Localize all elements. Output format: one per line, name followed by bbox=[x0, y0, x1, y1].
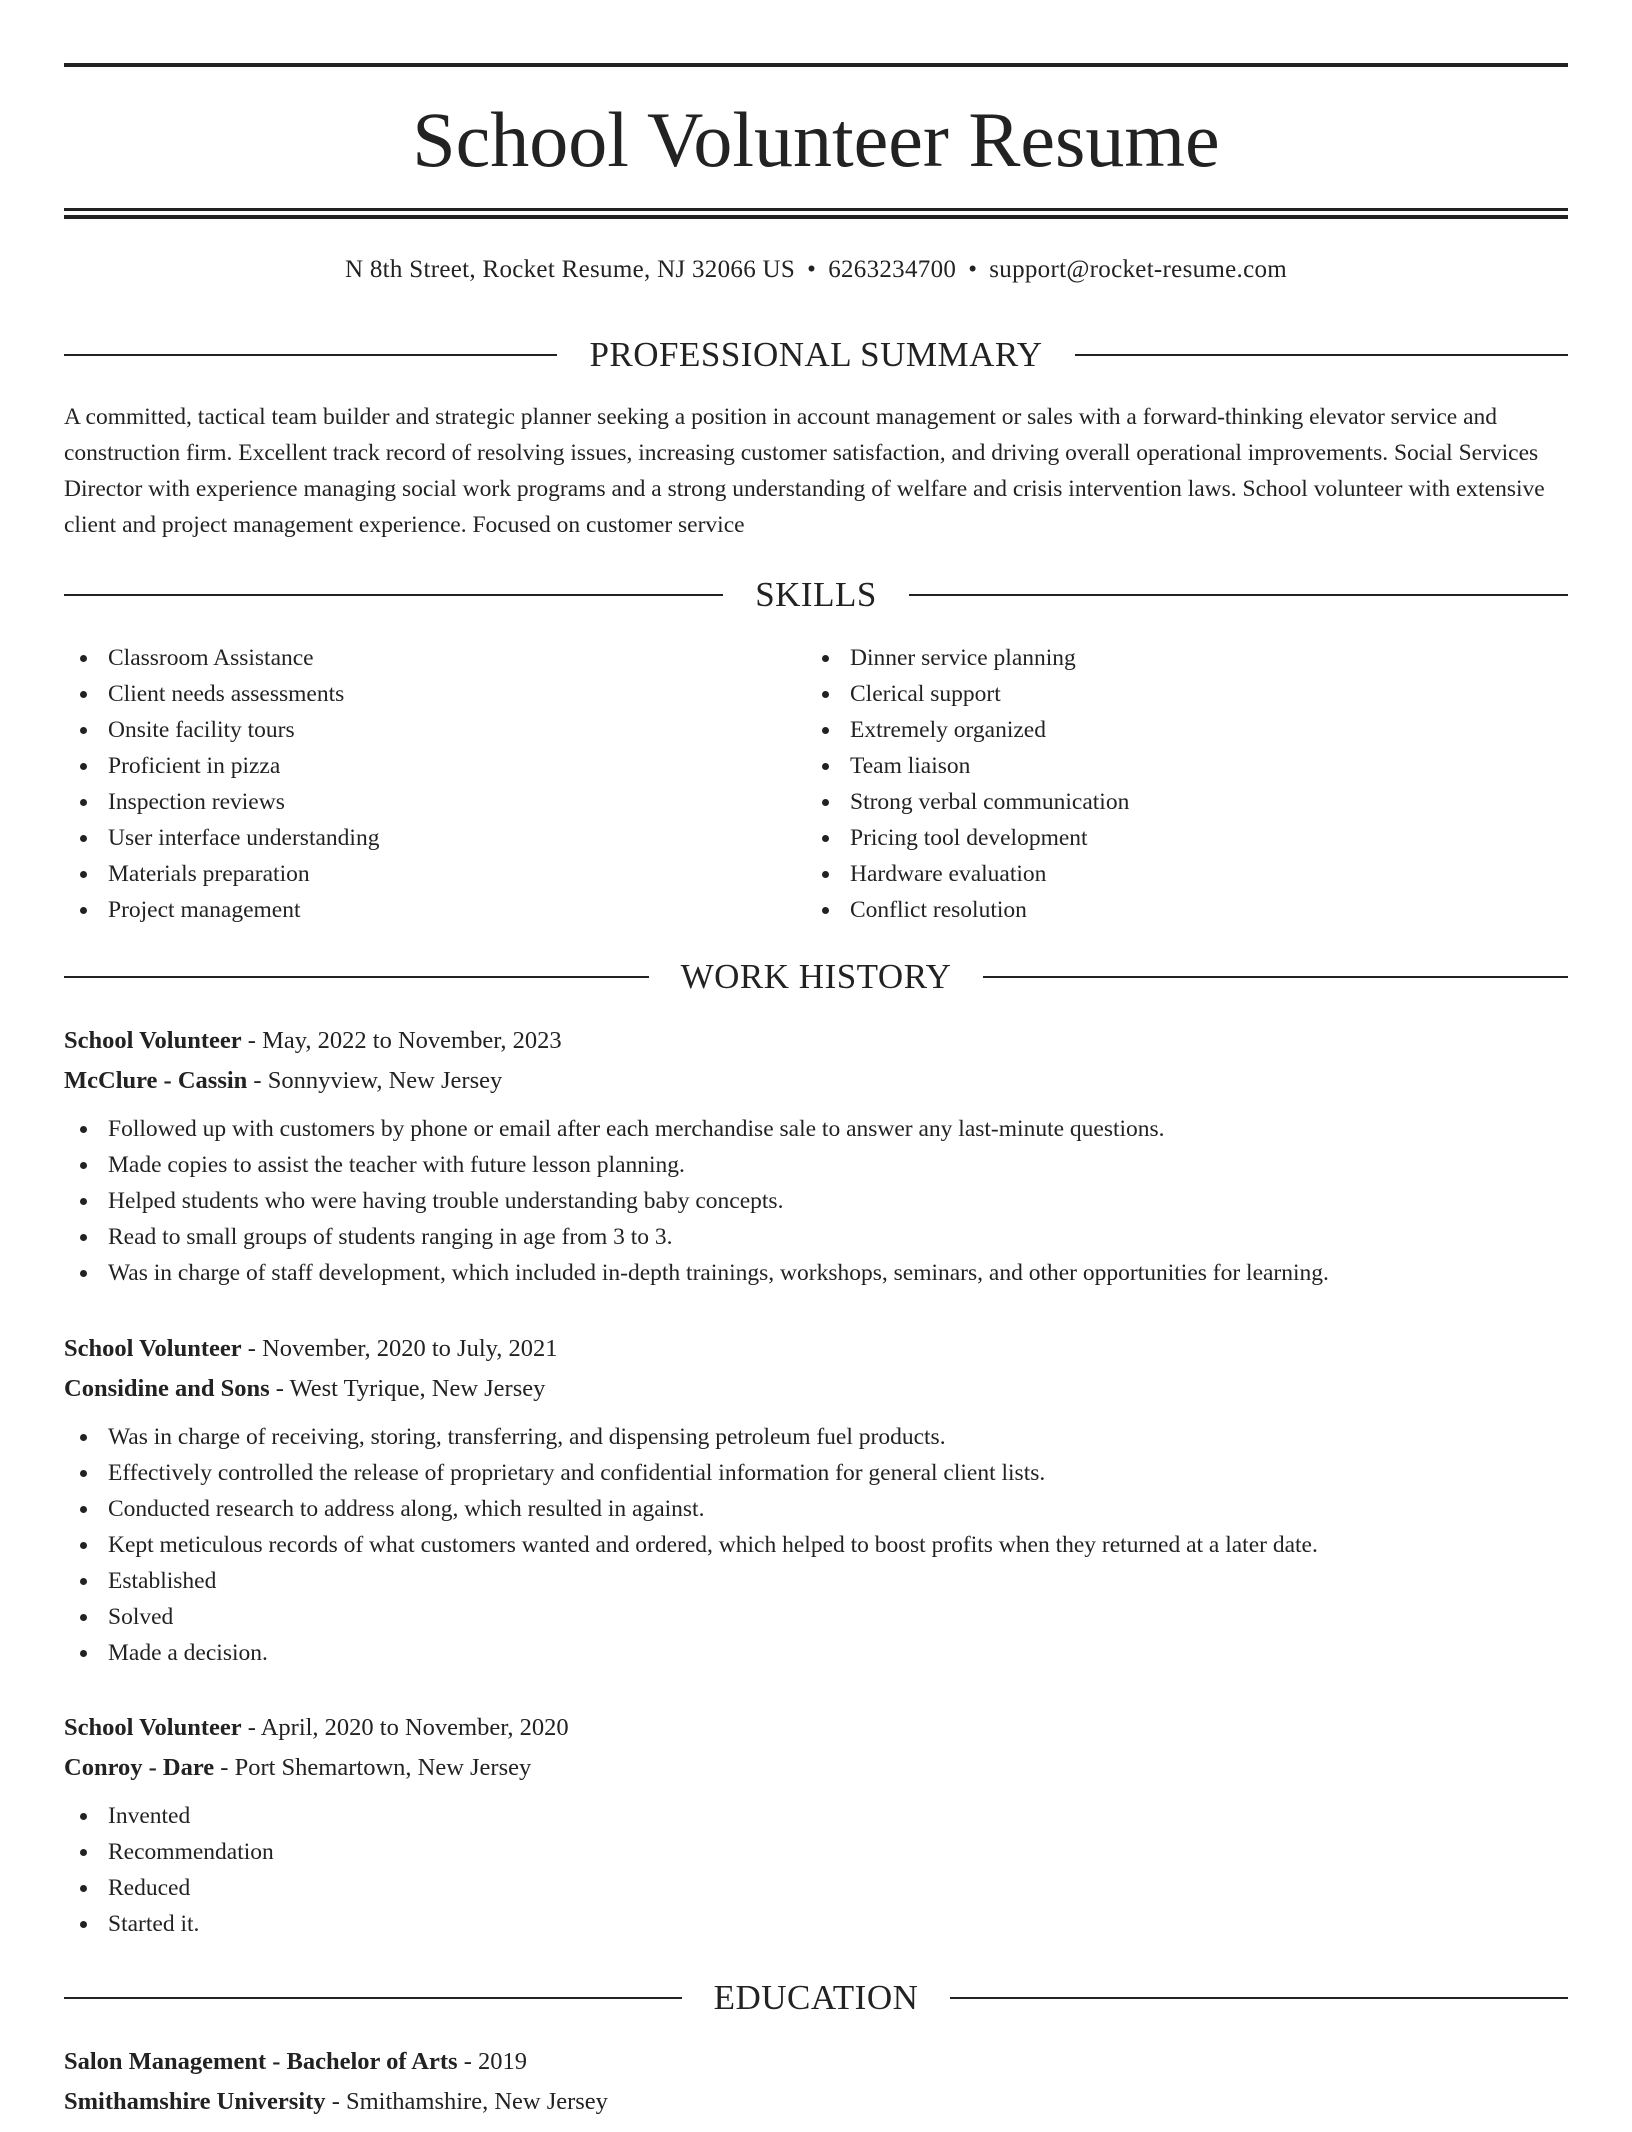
education-year: - 2019 bbox=[457, 2048, 527, 2075]
skills-list-right bbox=[806, 640, 1546, 928]
skill-item: User interface understanding bbox=[64, 820, 804, 856]
skill-item: Conflict resolution bbox=[806, 892, 1546, 928]
work-entry bbox=[64, 1708, 1568, 1942]
job-location: - Port Shemartown, New Jersey bbox=[214, 1754, 532, 1781]
skill-item: Pricing tool development bbox=[806, 820, 1546, 856]
job-bullet: Was in charge of receiving, storing, transferring, and dispensing petroleum fuel products. bbox=[64, 1419, 1568, 1455]
job-location: - West Tyrique, New Jersey bbox=[269, 1375, 546, 1402]
job-bullet: Conducted research to address along, which resulted in against. bbox=[64, 1491, 1568, 1527]
skill-item: Team liaison bbox=[806, 748, 1546, 784]
education-heading-label: EDUCATION bbox=[713, 1978, 919, 2017]
skill-item: Materials preparation bbox=[64, 856, 804, 892]
job-bullets bbox=[64, 1798, 1568, 1942]
contact-address: N 8th Street, Rocket Resume, NJ 32066 US bbox=[344, 256, 796, 283]
contact-phone: 6263234700 bbox=[828, 256, 957, 283]
summary-heading-label: PROFESSIONAL SUMMARY bbox=[589, 335, 1043, 374]
title-rule-lower bbox=[64, 215, 1568, 219]
job-company: McClure - Cassin bbox=[64, 1067, 248, 1094]
job-bullet: Effectively controlled the release of proprietary and confidential information for general client lists. bbox=[64, 1455, 1568, 1491]
heading-rule-left bbox=[64, 976, 649, 978]
skill-item: Onsite facility tours bbox=[64, 712, 804, 748]
job-bullet: Helped students who were having trouble understanding baby concepts. bbox=[64, 1183, 1568, 1219]
job-bullet: Kept meticulous records of what customers wanted and ordered, which helped to boost profits when they returned at a later date. bbox=[64, 1527, 1568, 1563]
heading-rule-right bbox=[983, 976, 1568, 978]
job-company: Considine and Sons bbox=[64, 1375, 270, 1402]
resume-title: School Volunteer Resume bbox=[412, 96, 1220, 183]
contact-separator: • bbox=[968, 256, 978, 283]
job-bullet: Reduced bbox=[64, 1870, 1568, 1906]
skill-item: Hardware evaluation bbox=[806, 856, 1546, 892]
job-title: School Volunteer bbox=[64, 1027, 242, 1054]
education-location: - Smithamshire, New Jersey bbox=[325, 2088, 608, 2115]
job-bullet: Was in charge of staff development, which included in-depth trainings, workshops, seminars, and other opportunities for learning. bbox=[64, 1255, 1568, 1291]
job-title: School Volunteer bbox=[64, 1714, 242, 1741]
work-heading-label: WORK HISTORY bbox=[680, 957, 952, 996]
job-bullet: Read to small groups of students ranging in age from 3 to 3. bbox=[64, 1219, 1568, 1255]
education-degree: Salon Management - Bachelor of Arts bbox=[64, 2048, 458, 2075]
job-bullets bbox=[64, 1111, 1568, 1291]
job-company-line bbox=[64, 1061, 1568, 1101]
job-title-line bbox=[64, 1708, 1568, 1748]
job-company-line bbox=[64, 1369, 1568, 1409]
skill-item: Clerical support bbox=[806, 676, 1546, 712]
job-title-line bbox=[64, 1329, 1568, 1369]
job-company-line bbox=[64, 1748, 1568, 1788]
job-bullet: Made copies to assist the teacher with future lesson planning. bbox=[64, 1147, 1568, 1183]
skill-item: Inspection reviews bbox=[64, 784, 804, 820]
job-title-line bbox=[64, 1021, 1568, 1061]
education-section-heading bbox=[64, 1976, 1568, 2020]
skills-list-left bbox=[64, 640, 804, 928]
job-bullet: Started it. bbox=[64, 1906, 1568, 1942]
title-rule-upper bbox=[64, 208, 1568, 211]
heading-rule-left bbox=[64, 594, 723, 596]
job-bullet: Established bbox=[64, 1563, 1568, 1599]
job-company: Conroy - Dare bbox=[64, 1754, 215, 1781]
job-title: School Volunteer bbox=[64, 1335, 242, 1362]
job-bullet: Solved bbox=[64, 1599, 1568, 1635]
work-entry bbox=[64, 1329, 1568, 1671]
education-school-line bbox=[64, 2082, 1568, 2122]
heading-rule-left bbox=[64, 1997, 682, 1999]
job-bullet: Invented bbox=[64, 1798, 1568, 1834]
job-dates: - November, 2020 to July, 2021 bbox=[241, 1335, 558, 1362]
skill-item: Project management bbox=[64, 892, 804, 928]
summary-section-heading bbox=[64, 333, 1568, 377]
job-bullets bbox=[64, 1419, 1568, 1671]
heading-rule-right bbox=[950, 1997, 1568, 1999]
skill-item: Classroom Assistance bbox=[64, 640, 804, 676]
work-entry bbox=[64, 1021, 1568, 1291]
job-location: - Sonnyview, New Jersey bbox=[247, 1067, 503, 1094]
heading-rule-right bbox=[909, 594, 1568, 596]
skills-heading-label: SKILLS bbox=[755, 575, 877, 614]
skill-item: Dinner service planning bbox=[806, 640, 1546, 676]
job-bullet: Followed up with customers by phone or email after each merchandise sale to answer any last-minute questions. bbox=[64, 1111, 1568, 1147]
job-bullet: Recommendation bbox=[64, 1834, 1568, 1870]
skill-item: Client needs assessments bbox=[64, 676, 804, 712]
skill-item: Proficient in pizza bbox=[64, 748, 804, 784]
contact-separator: • bbox=[807, 256, 817, 283]
job-dates: - April, 2020 to November, 2020 bbox=[241, 1714, 569, 1741]
skill-item: Extremely organized bbox=[806, 712, 1546, 748]
contact-email: support@rocket-resume.com bbox=[989, 256, 1288, 283]
heading-rule-left bbox=[64, 354, 557, 356]
summary-text: A committed, tactical team builder and strategic planner seeking a position in account management or sales with a forward-thinking elevator service and construction firm. Excellent track record of resolving issues, increasing customer satisfaction, and driving overall operational improvements. Social Services Director with experience managing social work programs and a strong understanding of welfare and crisis intervention laws. School volunteer with extensive client and project management experience. Focused on customer service bbox=[64, 404, 1545, 538]
job-bullet: Made a decision. bbox=[64, 1635, 1568, 1671]
job-dates: - May, 2022 to November, 2023 bbox=[241, 1027, 562, 1054]
skill-item: Strong verbal communication bbox=[806, 784, 1546, 820]
education-entry bbox=[64, 2042, 1568, 2132]
education-degree-line bbox=[64, 2042, 1568, 2082]
work-section-heading bbox=[64, 955, 1568, 999]
heading-rule-right bbox=[1075, 354, 1568, 356]
top-rule bbox=[64, 63, 1568, 67]
contact-info bbox=[64, 254, 1568, 286]
education-school: Smithamshire University bbox=[64, 2088, 326, 2115]
skills-section-heading bbox=[64, 573, 1568, 617]
